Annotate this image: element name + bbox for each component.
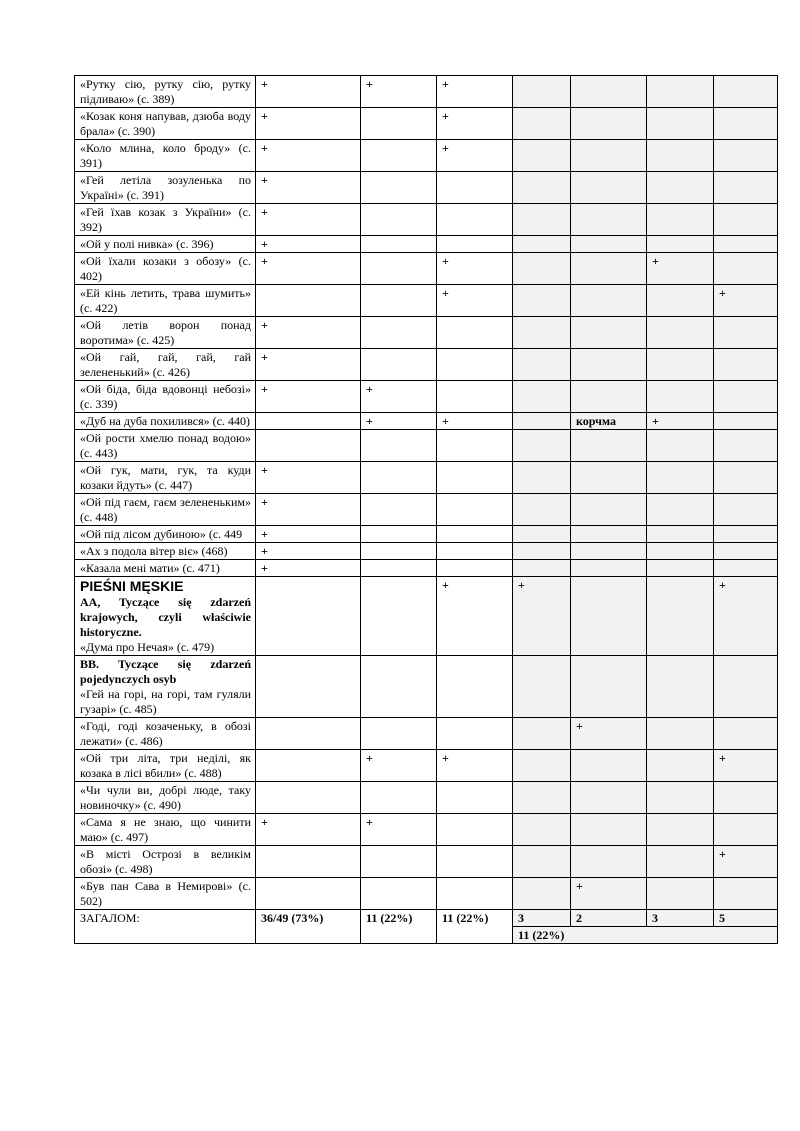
- mark-cell: [256, 878, 361, 910]
- mark-cell: +: [256, 462, 361, 494]
- mark-cell: [714, 526, 778, 543]
- mark-cell: [571, 526, 647, 543]
- table-row: [75, 750, 778, 782]
- table-row: [75, 543, 778, 560]
- mark-cell: [571, 656, 647, 718]
- mark-cell: [647, 656, 714, 718]
- mark-cell: [513, 814, 571, 846]
- mark-cell: [513, 285, 571, 317]
- mark-cell: +: [256, 140, 361, 172]
- mark-cell: [647, 285, 714, 317]
- table-row: [75, 236, 778, 253]
- mark-cell: [513, 317, 571, 349]
- mark-cell: [256, 285, 361, 317]
- mark-cell: +: [437, 577, 513, 656]
- mark-cell: [437, 560, 513, 577]
- song-title-cell: «Сама я не знаю, що чинити маю» (с. 497): [75, 814, 256, 846]
- mark-cell: +: [437, 140, 513, 172]
- mark-cell: +: [714, 750, 778, 782]
- mark-cell: [437, 782, 513, 814]
- mark-cell: [714, 413, 778, 430]
- song-table: [74, 75, 778, 944]
- section-cell: [75, 656, 256, 718]
- mark-cell: [513, 560, 571, 577]
- mark-cell: +: [361, 750, 437, 782]
- mark-cell: [256, 656, 361, 718]
- mark-cell: [513, 253, 571, 285]
- mark-cell: [647, 172, 714, 204]
- mark-cell: [361, 140, 437, 172]
- mark-cell: корчма: [571, 413, 647, 430]
- mark-cell: [513, 349, 571, 381]
- mark-cell: +: [437, 750, 513, 782]
- mark-cell: [513, 656, 571, 718]
- song-title-cell: «Ой гай, гай, гай, гай зелененький» (с. 426): [75, 349, 256, 381]
- mark-cell: +: [571, 718, 647, 750]
- mark-cell: +: [437, 76, 513, 108]
- mark-cell: [571, 430, 647, 462]
- section-row: [75, 656, 778, 718]
- mark-cell: [647, 526, 714, 543]
- mark-cell: [361, 236, 437, 253]
- mark-cell: [437, 814, 513, 846]
- mark-cell: [714, 462, 778, 494]
- mark-cell: [714, 108, 778, 140]
- mark-cell: [361, 543, 437, 560]
- mark-cell: [361, 317, 437, 349]
- mark-cell: [647, 878, 714, 910]
- mark-cell: [361, 656, 437, 718]
- mark-cell: +: [714, 285, 778, 317]
- table-row: [75, 204, 778, 236]
- song-title-cell: «Ой їхали козаки з обозу» (с. 402): [75, 253, 256, 285]
- mark-cell: [361, 172, 437, 204]
- mark-cell: [571, 108, 647, 140]
- table-row: [75, 253, 778, 285]
- mark-cell: [647, 750, 714, 782]
- mark-cell: [571, 750, 647, 782]
- song-title: «Дума про Нечая» (с. 479): [80, 640, 215, 654]
- table-row: [75, 814, 778, 846]
- mark-cell: [437, 236, 513, 253]
- table-row: [75, 878, 778, 910]
- mark-cell: +: [714, 846, 778, 878]
- table-row: [75, 846, 778, 878]
- mark-cell: [513, 718, 571, 750]
- song-title-cell: «Казала мені мати» (с. 471): [75, 560, 256, 577]
- mark-cell: [513, 108, 571, 140]
- mark-cell: [513, 172, 571, 204]
- mark-cell: [647, 76, 714, 108]
- table-row: [75, 172, 778, 204]
- song-title-cell: «В місті Острозі в великім обозі» (с. 498): [75, 846, 256, 878]
- mark-cell: [571, 253, 647, 285]
- mark-cell: [571, 172, 647, 204]
- mark-cell: [647, 462, 714, 494]
- mark-cell: [513, 526, 571, 543]
- song-title-cell: «Ой під лісом дубиною» (с. 449: [75, 526, 256, 543]
- mark-cell: +: [361, 814, 437, 846]
- mark-cell: [513, 236, 571, 253]
- mark-cell: [513, 381, 571, 413]
- mark-cell: [647, 204, 714, 236]
- total-cell: 11 (22%): [361, 910, 437, 944]
- mark-cell: [714, 172, 778, 204]
- mark-cell: [513, 543, 571, 560]
- mark-cell: [437, 543, 513, 560]
- mark-cell: +: [437, 108, 513, 140]
- total-cell: 36/49 (73%): [256, 910, 361, 944]
- mark-cell: [714, 140, 778, 172]
- mark-cell: [437, 494, 513, 526]
- mark-cell: [571, 577, 647, 656]
- mark-cell: [571, 76, 647, 108]
- mark-cell: [571, 782, 647, 814]
- mark-cell: [361, 349, 437, 381]
- mark-cell: +: [647, 413, 714, 430]
- mark-cell: [256, 430, 361, 462]
- mark-cell: [361, 430, 437, 462]
- table-row: [75, 526, 778, 543]
- mark-cell: [714, 494, 778, 526]
- mark-cell: [647, 108, 714, 140]
- mark-cell: [714, 656, 778, 718]
- total-cell: 2: [571, 910, 647, 927]
- mark-cell: [571, 814, 647, 846]
- mark-cell: [647, 782, 714, 814]
- mark-cell: [571, 204, 647, 236]
- song-title-cell: «Ах з подола вітер віє» (468): [75, 543, 256, 560]
- table-row: [75, 413, 778, 430]
- total-label: ЗАГАЛОМ:: [75, 910, 256, 944]
- mark-cell: [647, 381, 714, 413]
- section-cell: [75, 577, 256, 656]
- mark-cell: [437, 718, 513, 750]
- mark-cell: [437, 172, 513, 204]
- table-row: [75, 462, 778, 494]
- song-title-cell: «Ой під гаєм, гаєм зелененьким» (с. 448): [75, 494, 256, 526]
- mark-cell: +: [647, 253, 714, 285]
- mark-cell: [361, 560, 437, 577]
- song-title-cell: «Був пан Сава в Немирові» (с. 502): [75, 878, 256, 910]
- table-row: [75, 430, 778, 462]
- song-title-cell: «Козак коня напував, дзюба воду брала» (с. 390): [75, 108, 256, 140]
- mark-cell: [714, 814, 778, 846]
- song-title-cell: «Ой біда, біда вдовонці небозі» (с. 339): [75, 381, 256, 413]
- mark-cell: [513, 140, 571, 172]
- total-cell: 5: [714, 910, 778, 927]
- mark-cell: [256, 750, 361, 782]
- mark-cell: [714, 381, 778, 413]
- mark-cell: [714, 253, 778, 285]
- mark-cell: +: [437, 253, 513, 285]
- mark-cell: [361, 782, 437, 814]
- mark-cell: +: [256, 253, 361, 285]
- mark-cell: [361, 526, 437, 543]
- mark-cell: [647, 814, 714, 846]
- mark-cell: [571, 236, 647, 253]
- mark-cell: [361, 253, 437, 285]
- song-title-cell: «Рутку сію, рутку сію, рутку підливаю» (с. 389): [75, 76, 256, 108]
- mark-cell: +: [256, 317, 361, 349]
- song-title-cell: «Ой летів ворон понад воротима» (с. 425): [75, 317, 256, 349]
- mark-cell: [437, 317, 513, 349]
- mark-cell: [513, 782, 571, 814]
- mark-cell: +: [256, 560, 361, 577]
- mark-cell: [571, 846, 647, 878]
- mark-cell: [361, 878, 437, 910]
- song-title-cell: «Ой у полі нивка» (с. 396): [75, 236, 256, 253]
- mark-cell: [714, 543, 778, 560]
- mark-cell: [437, 878, 513, 910]
- mark-cell: [647, 560, 714, 577]
- table-row: [75, 108, 778, 140]
- mark-cell: [571, 381, 647, 413]
- mark-cell: [256, 413, 361, 430]
- mark-cell: [647, 718, 714, 750]
- mark-cell: [647, 140, 714, 172]
- song-title-cell: «Годі, годі козаченьку, в обозі лежати» (с. 486): [75, 718, 256, 750]
- mark-cell: [714, 204, 778, 236]
- section-subtitle: AA, Tyczące się zdarzeń krajowych, czyli właściwie historyczne.: [80, 595, 251, 639]
- mark-cell: [714, 878, 778, 910]
- mark-cell: [256, 782, 361, 814]
- mark-cell: +: [361, 413, 437, 430]
- song-title-cell: «Ой рости хмелю понад водою» (с. 443): [75, 430, 256, 462]
- table-row: [75, 285, 778, 317]
- mark-cell: [437, 526, 513, 543]
- mark-cell: [571, 285, 647, 317]
- mark-cell: [571, 543, 647, 560]
- mark-cell: [513, 430, 571, 462]
- mark-cell: [714, 560, 778, 577]
- mark-cell: [647, 846, 714, 878]
- mark-cell: +: [256, 236, 361, 253]
- table-row: [75, 76, 778, 108]
- mark-cell: +: [437, 285, 513, 317]
- mark-cell: [647, 236, 714, 253]
- mark-cell: +: [361, 381, 437, 413]
- song-title: «Гей на горі, на горі, там гуляли гузарі» (с. 485): [80, 687, 251, 716]
- song-title-cell: «Ой гук, мати, гук, та куди козаки йдуть» (с. 447): [75, 462, 256, 494]
- mark-cell: [513, 76, 571, 108]
- mark-cell: [571, 494, 647, 526]
- mark-cell: [437, 430, 513, 462]
- table-row: [75, 494, 778, 526]
- mark-cell: [513, 204, 571, 236]
- table-row: [75, 718, 778, 750]
- mark-cell: +: [256, 814, 361, 846]
- total-cell: 3: [647, 910, 714, 927]
- mark-cell: [647, 349, 714, 381]
- table-row: [75, 782, 778, 814]
- mark-cell: [647, 543, 714, 560]
- mark-cell: [437, 462, 513, 494]
- mark-cell: [714, 718, 778, 750]
- table-row: [75, 381, 778, 413]
- mark-cell: [571, 349, 647, 381]
- mark-cell: [513, 494, 571, 526]
- mark-cell: [361, 494, 437, 526]
- mark-cell: +: [256, 108, 361, 140]
- mark-cell: [513, 462, 571, 494]
- mark-cell: +: [714, 577, 778, 656]
- mark-cell: [647, 577, 714, 656]
- mark-cell: +: [571, 878, 647, 910]
- song-title-cell: «Гей їхав козак з України» (с. 392): [75, 204, 256, 236]
- mark-cell: [437, 204, 513, 236]
- section-subtitle: BB. Tyczące się zdarzeń pojedynczych osyb: [80, 657, 251, 686]
- mark-cell: [437, 381, 513, 413]
- mark-cell: +: [256, 76, 361, 108]
- mark-cell: [714, 782, 778, 814]
- mark-cell: [361, 285, 437, 317]
- mark-cell: +: [256, 526, 361, 543]
- table-row: [75, 560, 778, 577]
- mark-cell: [714, 430, 778, 462]
- table-row: [75, 349, 778, 381]
- table-row: [75, 317, 778, 349]
- mark-cell: [571, 140, 647, 172]
- song-title-cell: «Дуб на дуба похилився» (с. 440): [75, 413, 256, 430]
- mark-cell: [571, 317, 647, 349]
- mark-cell: [647, 430, 714, 462]
- mark-cell: [571, 462, 647, 494]
- mark-cell: [714, 317, 778, 349]
- mark-cell: [714, 76, 778, 108]
- mark-cell: +: [437, 413, 513, 430]
- song-title-cell: «Коло млина, коло броду» (с. 391): [75, 140, 256, 172]
- mark-cell: +: [256, 172, 361, 204]
- mark-cell: [714, 236, 778, 253]
- mark-cell: [647, 317, 714, 349]
- mark-cell: [513, 878, 571, 910]
- mark-cell: [513, 413, 571, 430]
- mark-cell: [361, 108, 437, 140]
- song-title-cell: «Ей кінь летить, трава шумить» (с. 422): [75, 285, 256, 317]
- section-title: PIEŚNI MĘSKIE: [80, 578, 184, 594]
- mark-cell: [714, 349, 778, 381]
- song-title-cell: «Гей летіла зозуленька по Україні» (с. 391): [75, 172, 256, 204]
- table-row: [75, 140, 778, 172]
- mark-cell: +: [256, 543, 361, 560]
- mark-cell: +: [361, 76, 437, 108]
- mark-cell: [437, 349, 513, 381]
- mark-cell: [256, 577, 361, 656]
- mark-cell: +: [256, 494, 361, 526]
- section-row: [75, 577, 778, 656]
- mark-cell: [571, 560, 647, 577]
- mark-cell: [256, 718, 361, 750]
- mark-cell: [513, 750, 571, 782]
- mark-cell: [361, 204, 437, 236]
- mark-cell: +: [256, 381, 361, 413]
- total-cell: 11 (22%): [437, 910, 513, 944]
- mark-cell: [361, 577, 437, 656]
- song-title-cell: «Ой три літа, три неділі, як козака в лісі вбили» (с. 488): [75, 750, 256, 782]
- total-combined-cell: 11 (22%): [513, 927, 778, 944]
- mark-cell: [513, 846, 571, 878]
- mark-cell: [361, 846, 437, 878]
- total-cell: 3: [513, 910, 571, 927]
- mark-cell: [647, 494, 714, 526]
- total-row: [75, 910, 778, 927]
- mark-cell: [437, 656, 513, 718]
- mark-cell: +: [256, 204, 361, 236]
- mark-cell: +: [256, 349, 361, 381]
- mark-cell: +: [513, 577, 571, 656]
- mark-cell: [437, 846, 513, 878]
- mark-cell: [256, 846, 361, 878]
- song-title-cell: «Чи чули ви, добрі люде, таку новиночку» (с. 490): [75, 782, 256, 814]
- mark-cell: [361, 718, 437, 750]
- mark-cell: [361, 462, 437, 494]
